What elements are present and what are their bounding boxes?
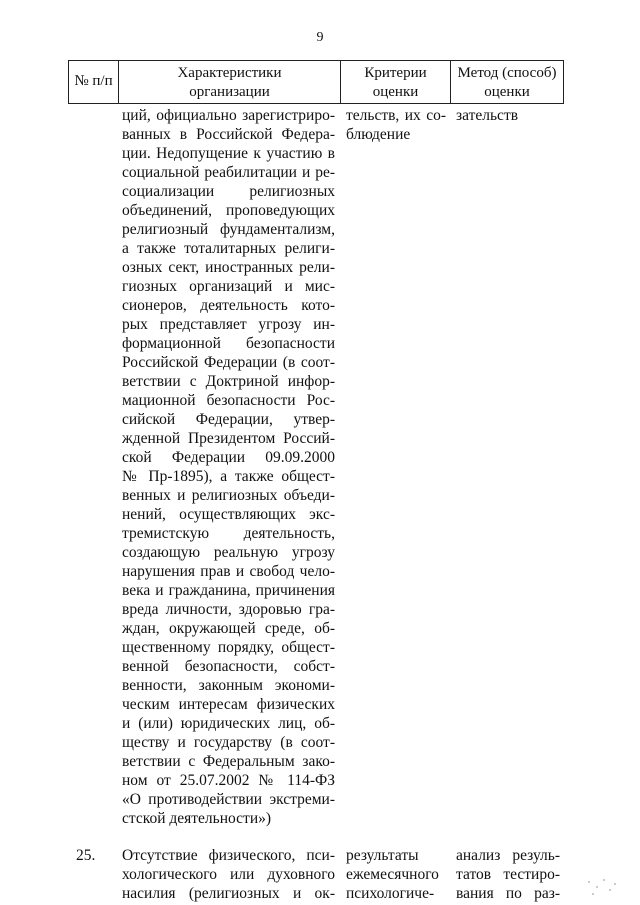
text-line: ций, официально зарегистриро- [122,107,335,124]
text-line: блюдение [346,126,411,143]
text-line: мационной безопасности Рос- [122,392,335,409]
text-line: создающую реальную угрозу [122,544,335,561]
text-line: венных и религиозных объеди- [122,487,335,504]
text-line: сийской Федерации, утвер- [122,411,335,428]
text-line: нений, осуществляющих экс- [122,506,335,523]
text-line: Российской Федерации (в соот- [122,354,335,371]
text-line: жденной Президентом Россий- [122,430,335,447]
text-line: формационной безопасности [122,335,335,352]
text-line: рых представляет угрозу ин- [122,316,335,333]
text-line: хологического или духовного [122,866,335,883]
header-bottom-border [68,103,564,104]
row-number: 25. [76,847,96,864]
text-line: «О противодействии экстреми- [122,791,335,808]
text-line: ном от 25.07.2002 № 114-ФЗ [122,772,335,789]
text-line: тельств, их со- [346,107,446,124]
text-line: стской деятельности») [122,810,272,827]
text-line: религиозный фундаментализм, [122,221,335,238]
text-line: ежемесячного [346,866,439,883]
text-line: венной безопасности, собст- [122,658,335,675]
text-line: № Пр-1895), а также общест- [122,468,335,485]
text-line: щественному порядку, общест- [122,639,335,656]
text-line: вания по раз- [456,885,560,902]
text-line: ции. Недопущение к участию в [122,145,335,162]
text-line: и (или) юридических лиц, об- [122,715,335,732]
text-line: Отсутствие физического, пси- [122,847,335,864]
text-line: века и гражданина, причинения [122,582,335,599]
text-line: ветствии с Доктриной инфор- [122,373,335,390]
text-line: результаты [346,847,419,864]
text-line: социальной реабилитации и ре- [122,164,335,181]
header-method: Метод (способ) оценки [457,65,557,100]
text-line: озных сект, иностранных рели- [122,259,335,276]
text-line: ждан, окружающей среде, об- [122,620,335,637]
text-line: насилия (религиозных и ок- [122,885,335,902]
text-line: ветствии с Федеральным зако- [122,753,335,770]
header-criteria: Критерии оценки [364,65,427,100]
text-line: гиозных организаций и мис- [122,278,335,295]
header-top-border [68,60,564,61]
text-line: а также тоталитарных религи- [122,240,335,257]
text-line: ческим интересам физических [122,696,335,713]
col-border-right [563,60,564,104]
text-line: ской Федерации 09.09.2000 [122,449,335,466]
text-line: объединений, проповедующих [122,202,335,219]
text-line: ществу и государству (в соот- [122,734,335,751]
header-characteristics: Характеристики организации [177,65,282,100]
text-line: вреда личности, здоровью гра- [122,601,335,618]
text-line: зательств [456,107,519,124]
text-line: тремистскую деятельность, [122,525,335,542]
page-number: 9 [316,30,324,45]
text-line: ванных в Российской Федера- [122,126,335,143]
text-line: анализ резуль- [456,847,560,864]
text-line: социализации религиозных [122,183,335,200]
header-num: № п/п [74,73,113,89]
text-line: психологиче- [346,885,435,902]
text-line: нарушения прав и свобод чело- [122,563,335,580]
text-line: венности, законным экономи- [122,677,335,694]
text-line: татов тестиро- [456,866,560,883]
text-line: сионеров, деятельность кото- [122,297,335,314]
